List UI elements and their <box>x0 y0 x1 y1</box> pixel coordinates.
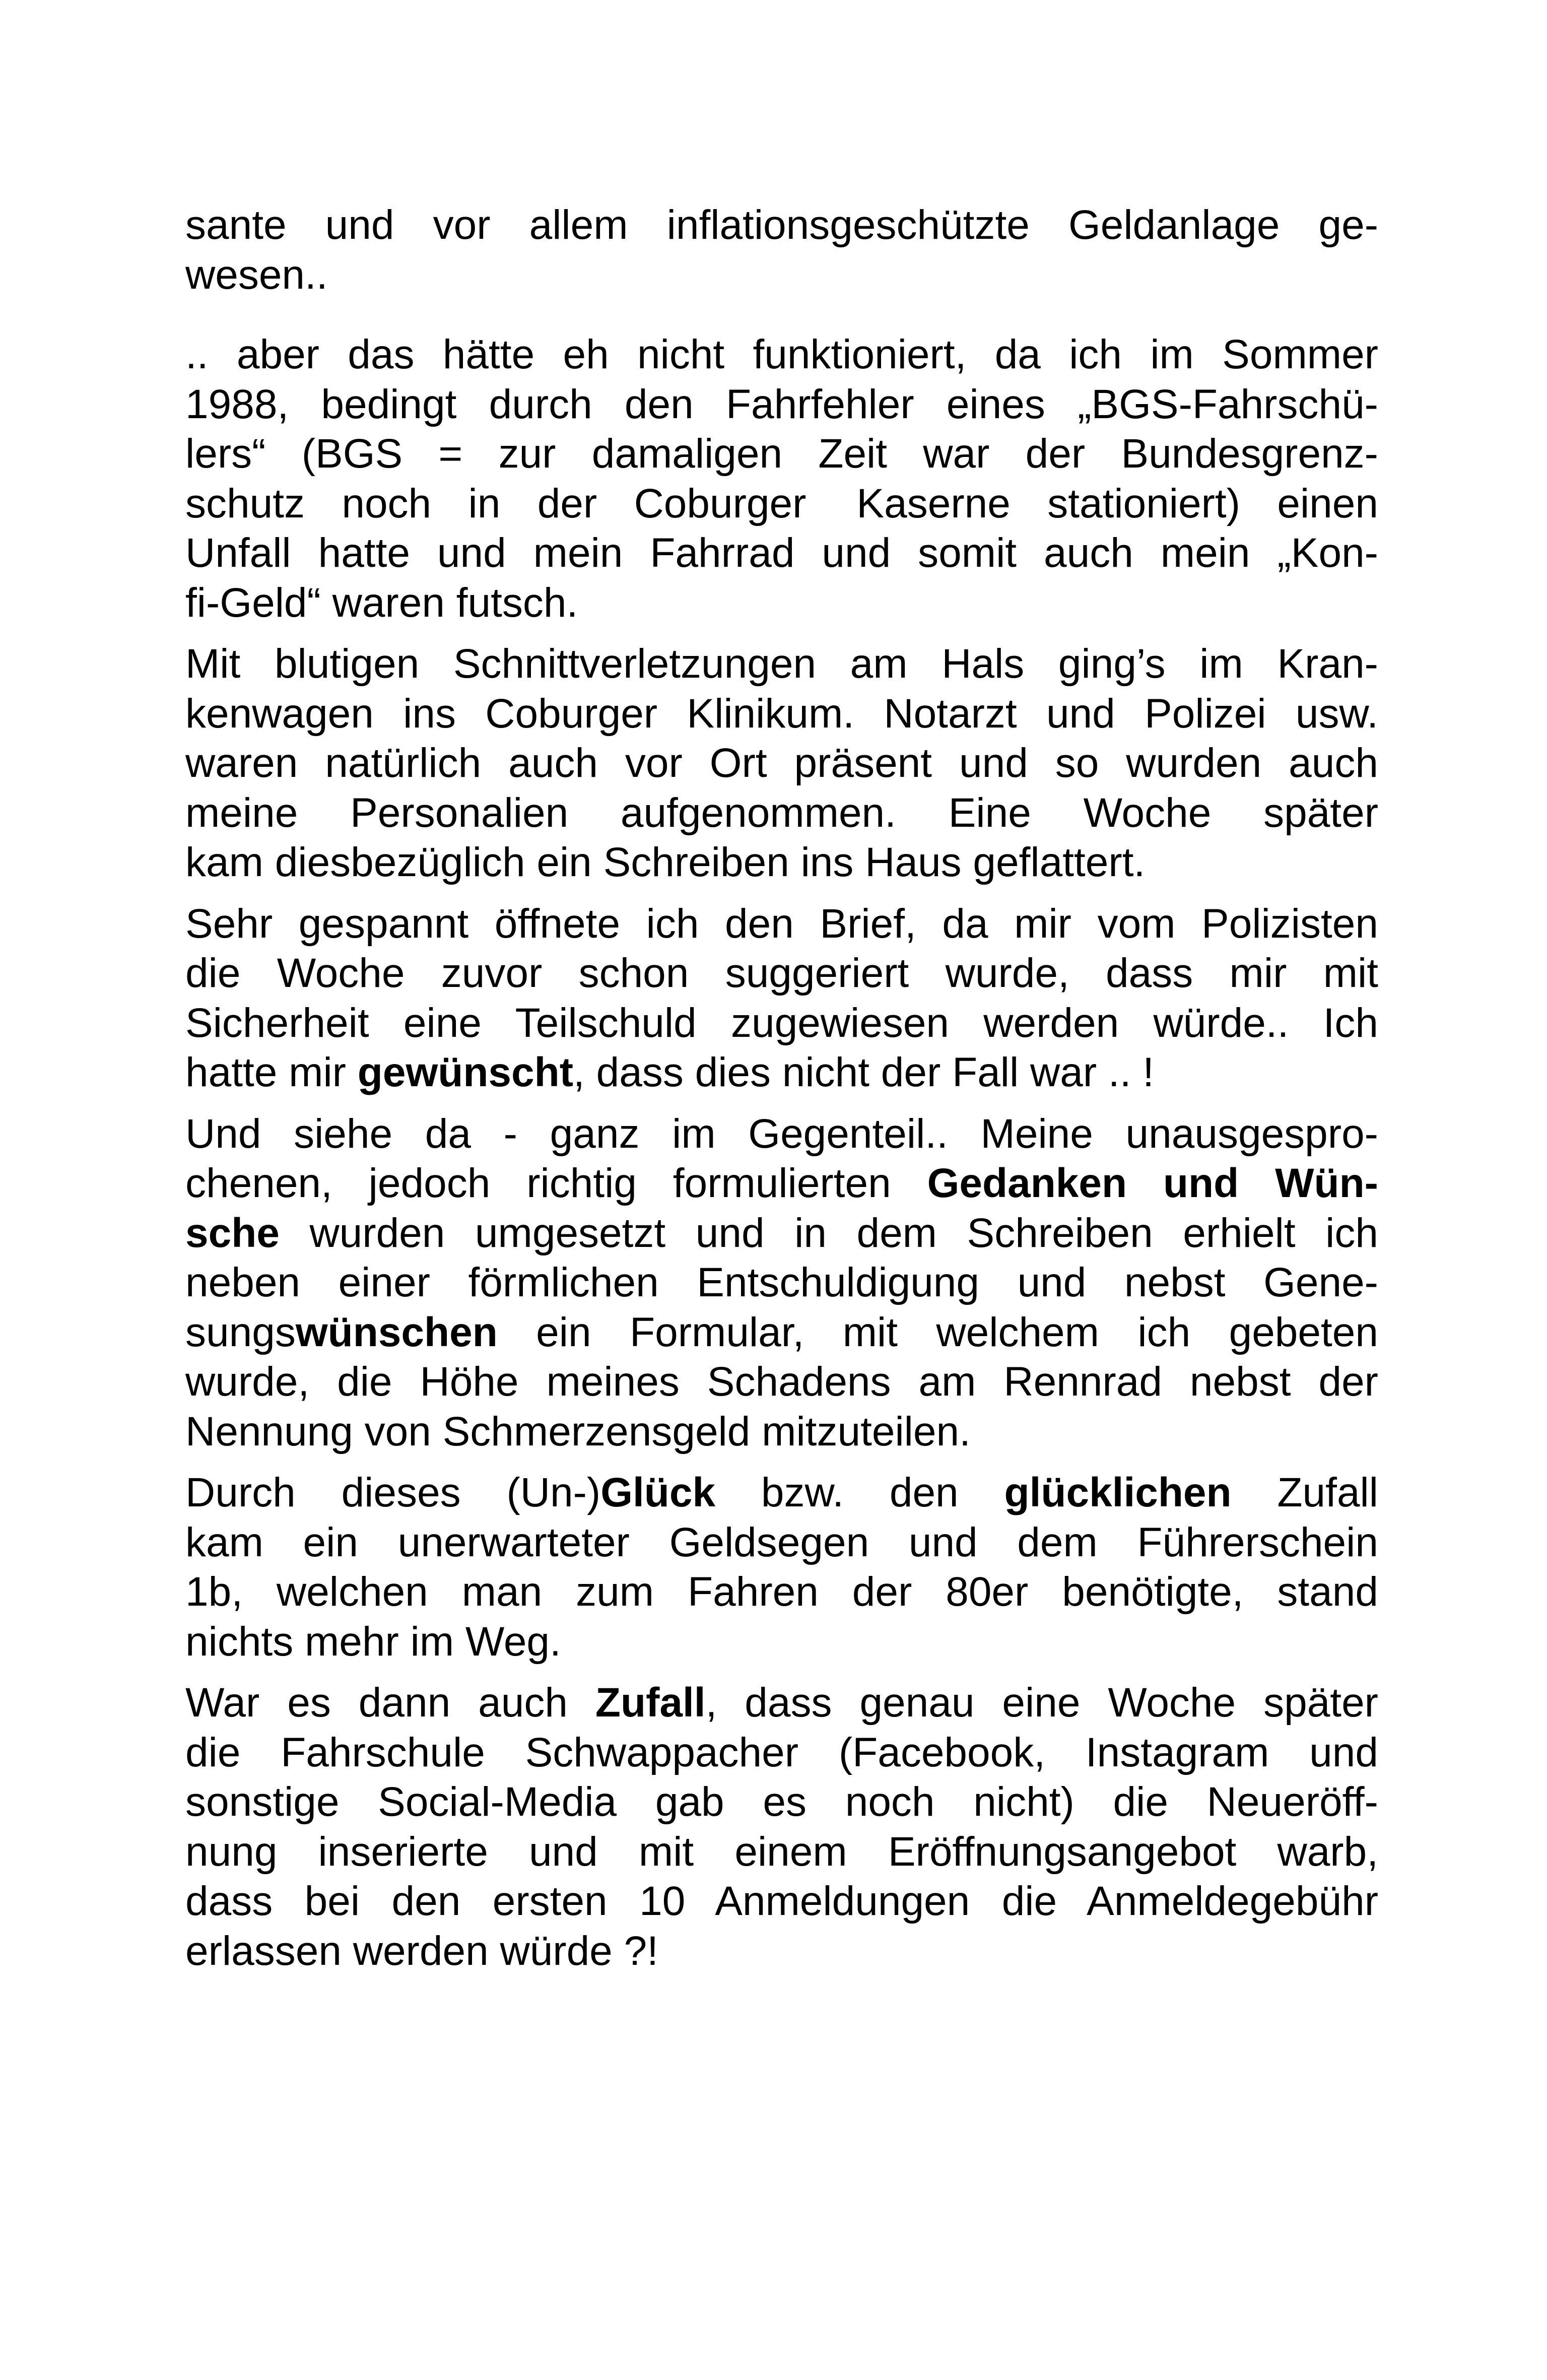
paragraph-6 <box>185 1468 1378 1667</box>
text-line: die Woche zuvor schon suggeriert wurde, dass mir mit <box>185 950 1378 996</box>
text-line: Sehr gespannt öffnete ich den Brief, da mir vom Polizisten <box>185 900 1378 947</box>
bold-word: glücklichen <box>1004 1470 1232 1515</box>
text-line: Und siehe da - ganz im Gegenteil.. Meine unausgespro- <box>185 1110 1378 1157</box>
paragraph-4 <box>185 899 1378 1098</box>
text-line: chenen, jedoch richtig formulierten Gedanken und Wün- <box>185 1160 1378 1206</box>
text-line: dass bei den ersten 10 Anmeldungen die Anmeldegebühr <box>185 1878 1378 1924</box>
bold-word: Zufall <box>595 1680 706 1726</box>
bold-word: wünschen <box>295 1309 498 1355</box>
text-line: Nennung von Schmerzensgeld mitzuteilen. <box>185 1408 971 1455</box>
text-line: Durch dieses (Un-)Glück bzw. den glücklichen Zufall <box>185 1470 1378 1515</box>
text-line: kam ein unerwarteter Geldsegen und dem Führerschein <box>185 1519 1378 1565</box>
text-line: lers“ (BGS = zur damaligen Zeit war der Bundesgrenz- <box>185 431 1378 477</box>
bold-word: Gedanken und Wün- <box>927 1160 1378 1206</box>
text-line: sungswünschen ein Formular, mit welchem ich gebeten <box>185 1309 1378 1355</box>
paragraph-3 <box>185 639 1378 888</box>
text-line: fi-Geld“ waren futsch. <box>185 579 578 626</box>
bold-word: sche <box>185 1210 280 1256</box>
text-line: War es dann auch Zufall, dass genau eine Woche später <box>185 1680 1378 1726</box>
text-line: nung inserierte und mit einem Eröffnungsangebot warb, <box>185 1828 1378 1875</box>
text-line: sche wurden umgesetzt und in dem Schreiben erhielt ich <box>185 1210 1378 1256</box>
text-line: sonstige Social-Media gab es noch nicht) die Neueröff- <box>185 1779 1378 1825</box>
text-line: kam diesbezüglich ein Schreiben ins Haus geflattert. <box>185 839 1146 885</box>
text-line: neben einer förmlichen Entschuldigung und nebst Gene- <box>185 1260 1378 1305</box>
text-line: Unfall hatte und mein Fahrrad und somit auch mein „Kon- <box>185 530 1378 576</box>
paragraph-1 <box>185 201 1378 300</box>
text-line: hatte mir gewünscht, dass dies nicht der Fall war .. ! <box>185 1049 1155 1095</box>
text-line: die Fahrschule Schwappacher (Facebook, Instagram und <box>185 1729 1378 1775</box>
paragraph-2 <box>185 330 1378 628</box>
book-page <box>185 201 1378 1988</box>
paragraph-7 <box>185 1678 1378 1976</box>
text-line: wurde, die Höhe meines Schadens am Rennrad nebst der <box>185 1359 1378 1405</box>
bold-word: gewünscht <box>357 1049 574 1095</box>
text-line: nichts mehr im Weg. <box>185 1618 561 1665</box>
bold-word: Glück <box>600 1470 716 1515</box>
text-line: 1988, bedingt durch den Fahrfehler eines „BGS-Fahrschü- <box>185 381 1378 427</box>
text-line: kenwagen ins Coburger Klinikum. Notarzt und Polizei usw. <box>185 690 1378 737</box>
text-line: erlassen werden würde ?! <box>185 1928 658 1974</box>
text-line: 1b, welchen man zum Fahren der 80er benötigte, stand <box>185 1569 1378 1615</box>
paragraph-5 <box>185 1109 1378 1457</box>
text-line: Mit blutigen Schnittverletzungen am Hals ging’s im Kran- <box>185 641 1378 687</box>
text-line: Sicherheit eine Teilschuld zugewiesen werden würde.. Ich <box>185 1000 1378 1046</box>
text-line: .. aber das hätte eh nicht funktioniert, da ich im Sommer <box>185 332 1378 377</box>
text-line: wesen.. <box>185 251 328 298</box>
text-line: sante und vor allem inflationsgeschützte Geldanlage ge- <box>185 202 1378 248</box>
text-line: schutz noch in der Coburger Kaserne stationiert) einen <box>185 480 1378 526</box>
text-line: waren natürlich auch vor Ort präsent und so wurden auch <box>185 740 1378 786</box>
text-line: meine Personalien aufgenommen. Eine Woche später <box>185 789 1378 836</box>
